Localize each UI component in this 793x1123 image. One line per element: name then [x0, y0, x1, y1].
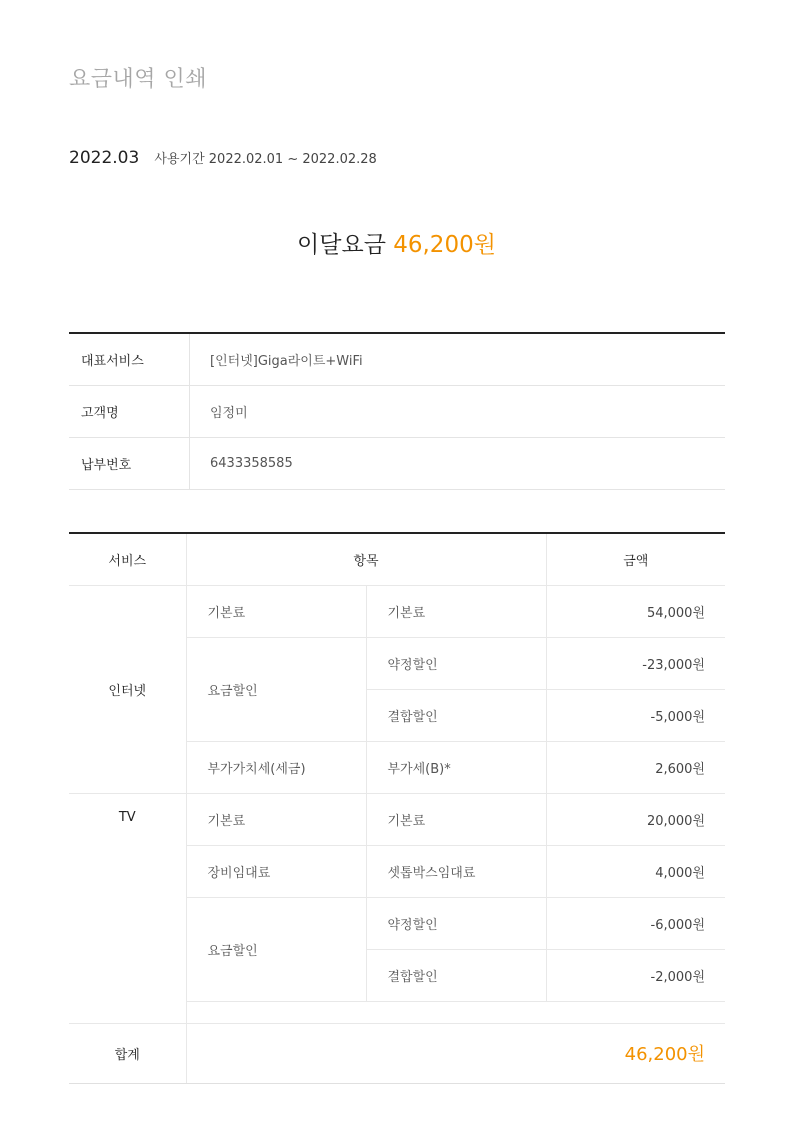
- header-service: 서비스: [69, 533, 186, 585]
- amount-cell: -23,000원: [546, 637, 725, 689]
- amount-cell: 54,000원: [546, 585, 725, 637]
- item-cell: 결합할인: [366, 949, 546, 1001]
- info-label: 납부번호: [69, 437, 190, 489]
- info-row-customer: [69, 385, 725, 437]
- sum-amount: 46,200원: [186, 1023, 725, 1083]
- usage-period: 사용기간 2022.02.01 ~ 2022.02.28: [154, 152, 377, 167]
- table-row: [69, 585, 725, 637]
- info-value: 임정미: [210, 405, 248, 421]
- info-label: 대표서비스: [69, 333, 190, 385]
- info-row-payment-number: [69, 437, 725, 489]
- bill-header-row: [69, 533, 725, 585]
- page-title: 요금내역 인쇄: [69, 67, 208, 92]
- bill-detail-table: [69, 532, 725, 1084]
- monthly-total-amount: 46,200원: [393, 232, 496, 258]
- amount-cell: 2,600원: [546, 741, 725, 793]
- table-row: [69, 793, 725, 845]
- item-cell: 결합할인: [366, 689, 546, 741]
- item-cell: 부가세(B)*: [366, 741, 546, 793]
- category-cell: 기본료: [186, 793, 366, 845]
- customer-info-table: [69, 332, 725, 490]
- monthly-total-label: 이달요금: [297, 232, 386, 258]
- item-cell: 셋톱박스임대료: [366, 845, 546, 897]
- info-row-service: [69, 333, 725, 385]
- item-cell: 기본료: [366, 793, 546, 845]
- service-internet: 인터넷: [69, 585, 186, 793]
- item-cell: 기본료: [366, 585, 546, 637]
- item-cell: 약정할인: [366, 637, 546, 689]
- header-item: 항목: [186, 533, 546, 585]
- category-cell: 부가가치세(세금): [186, 741, 366, 793]
- info-label: 고객명: [69, 385, 190, 437]
- amount-cell: -6,000원: [546, 897, 725, 949]
- category-cell: 요금할인: [186, 637, 366, 741]
- service-tv: TV: [69, 793, 186, 1023]
- info-value: 6433358585: [210, 455, 293, 471]
- monthly-total-banner: [0, 226, 793, 259]
- amount-cell: -2,000원: [546, 949, 725, 1001]
- amount-cell: -5,000원: [546, 689, 725, 741]
- amount-cell: 4,000원: [546, 845, 725, 897]
- header-amount: 금액: [546, 533, 725, 585]
- category-cell: 기본료: [186, 585, 366, 637]
- amount-cell: 20,000원: [546, 793, 725, 845]
- billing-period: [69, 148, 377, 168]
- category-cell: 요금할인: [186, 897, 366, 1001]
- sum-row: [69, 1023, 725, 1083]
- billing-month: 2022.03: [69, 148, 140, 168]
- info-value: [인터넷]Giga라이트+WiFi: [210, 353, 363, 369]
- item-cell: 약정할인: [366, 897, 546, 949]
- sum-label: 합계: [69, 1023, 186, 1083]
- category-cell: 장비임대료: [186, 845, 366, 897]
- empty-cell: [186, 1001, 725, 1023]
